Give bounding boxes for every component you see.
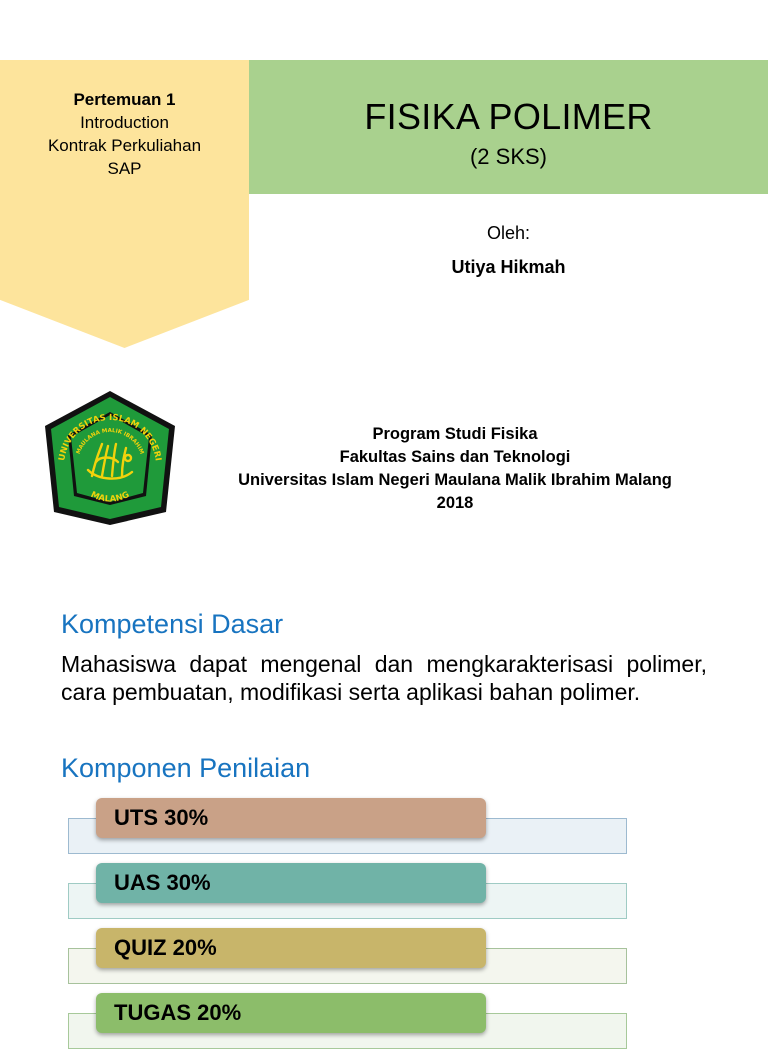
author-name: Utiya Hikmah (451, 257, 566, 277)
logo-text-bottom: MALANG (88, 489, 132, 505)
komponen-heading: Komponen Penilaian (61, 753, 311, 783)
meeting-topic-sap: SAP (107, 159, 142, 178)
kompetensi-body: Mahasiswa dapat mengenal dan mengkarakterisasi polimer, cara pembuatan, modifikasi serta aplikasi bahan polimer. (61, 651, 707, 705)
course-title: FISIKA POLIMER (364, 96, 653, 137)
course-credits: (2 SKS) (469, 144, 548, 169)
meeting-topic-introduction: Introduction (80, 113, 169, 132)
author-label: Oleh: (486, 223, 531, 243)
logo-text-inner: MAULANA MALIK IBRAHIM (75, 427, 145, 456)
university-logo-icon (40, 388, 180, 528)
study-program: Program Studi Fisika (372, 425, 538, 443)
faculty: Fakultas Sains dan Teknologi (339, 448, 571, 466)
assessment-item: UAS 30% (96, 863, 486, 903)
meeting-title: Pertemuan 1 (73, 90, 176, 109)
logo-text-top: UNIVERSITAS ISLAM NEGERI (57, 412, 163, 462)
kompetensi-heading: Kompetensi Dasar (61, 609, 284, 639)
year: 2018 (436, 494, 474, 512)
assessment-item: QUIZ 20% (96, 928, 486, 968)
university-name: Universitas Islam Negeri Maulana Malik Ibrahim Malang (238, 471, 672, 489)
assessment-item: UTS 30% (96, 798, 486, 838)
meeting-topic-kontrak: Kontrak Perkuliahan (47, 136, 202, 155)
assessment-item: TUGAS 20% (96, 993, 486, 1033)
